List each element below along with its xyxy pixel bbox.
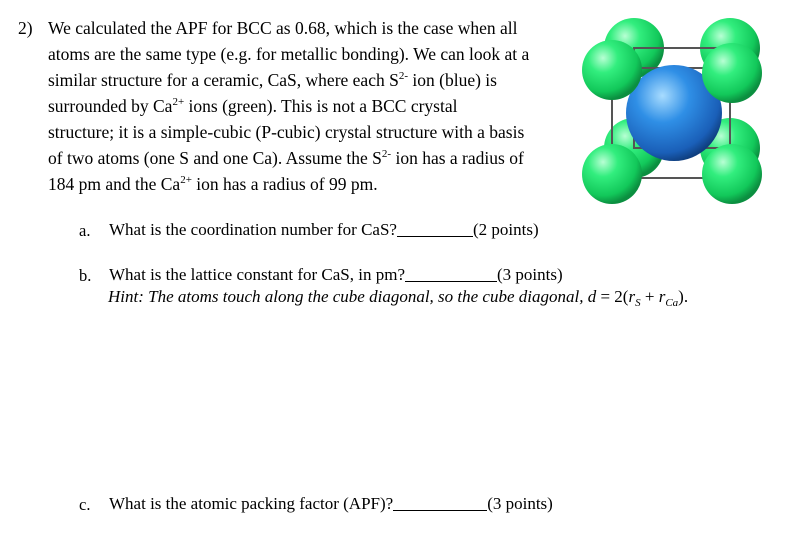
part-c-text: What is the atomic packing factor (APF)? [109,494,394,513]
ca-ion-front-bottom-right [702,144,762,204]
question-paragraph [48,15,529,197]
part-b-text: What is the lattice constant for CaS, in pm? [109,265,406,284]
part-c-label: c. [79,495,91,514]
question-line-6: of two atoms (one S and one Ca). Assume the $S^{2-}$ ion has a radius of [48,148,524,168]
ca-ion-front-top-right [702,43,762,103]
question-number: 2) [18,18,33,38]
part-c-answer-blank[interactable] [393,496,487,511]
part-b-answer-blank[interactable] [405,267,497,282]
part-b-question [109,265,563,285]
part-b-label: b. [79,266,92,285]
part-a-text: What is the coordination number for CaS? [109,220,397,239]
ca-ion-front-bottom-left [582,144,642,204]
question-line-4: surrounded by $Ca^{2+}$ ions (green). This is not a BCC crystal [48,96,458,116]
question-line-3: similar structure for a ceramic, CaS, where each $S^{2-}$ ion (blue) is [48,70,497,90]
part-a-points: (2 points) [472,220,539,239]
part-b-hint: Hint: The atoms touch along the cube diagonal, so the cube diagonal, $d = 2(r_S + r_{Ca})$. [108,287,689,309]
part-b-points: (3 points) [497,265,563,284]
cas-crystal-structure-figure [582,18,766,206]
ca-ion-front-top-left [582,40,642,100]
question-line-2: atoms are the same type (e.g. for metallic bonding). We can look at a [48,44,530,64]
part-a-label: a. [79,221,91,240]
part-a-answer-blank[interactable] [397,222,473,237]
question-line-7: 184 pm and the $Ca^{2+}$ ion has a radius of 99 pm. [48,174,378,194]
question-line-5: structure; it is a simple-cubic (P-cubic) crystal structure with a basis [48,122,525,142]
part-c-points: (3 points) [487,494,553,513]
part-c-question [109,494,553,514]
part-a-question [109,220,539,240]
question-line-1: We calculated the APF for BCC as 0.68, which is the case when all [48,18,518,38]
